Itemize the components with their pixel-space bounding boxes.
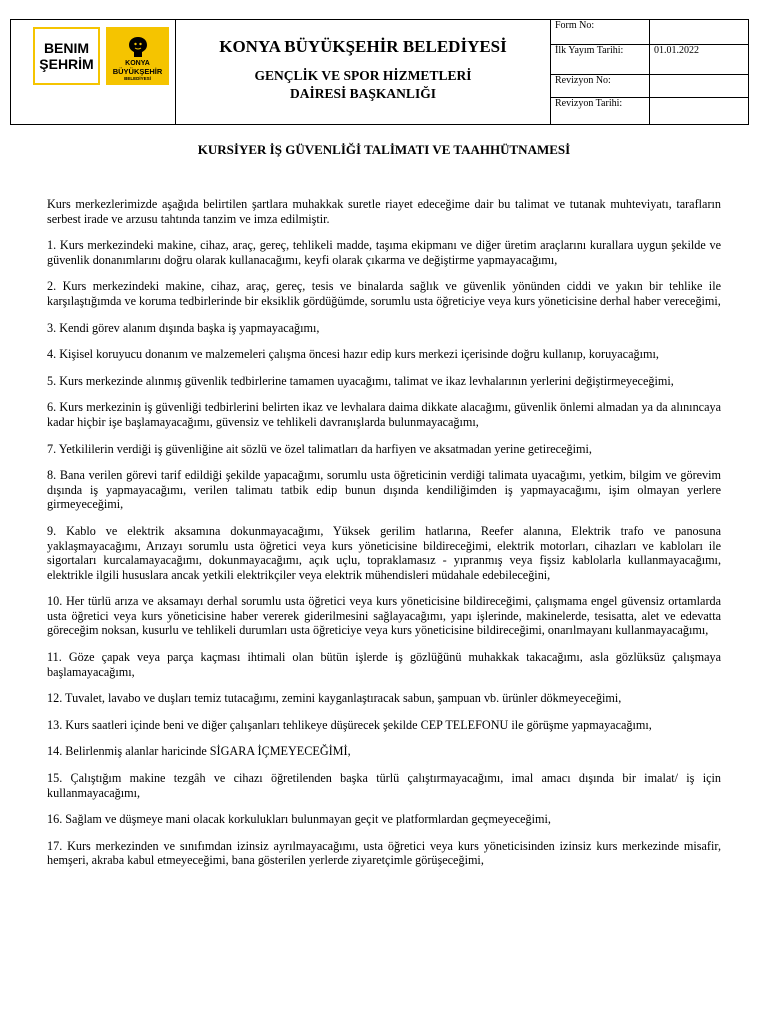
clause-12: 12. Tuvalet, lavabo ve duşları temiz tutacağımı, zemini kayganlaştıracak sabun, şampuan vb. ürünler dökmeyeceğimi, bbox=[47, 691, 622, 706]
clause-3: 3. Kendi görev alanım dışında başka iş yapmayacağımı, bbox=[47, 320, 320, 335]
document-body bbox=[47, 197, 721, 880]
benim-sehrim-logo bbox=[33, 27, 100, 85]
benim-logo-line1: BENIM bbox=[43, 40, 90, 56]
first-publish-date-value: 01.01.2022 bbox=[650, 45, 749, 74]
revision-date-label: Revizyon Tarihi: bbox=[551, 97, 650, 124]
clause-13: 13. Kurs saatleri içinde beni ve diğer çalışanları tehlikeye düşürecek şekilde CEP TELEFONU ile görüşme yapmayacağımı, bbox=[47, 717, 652, 732]
clause-9: 9. Kablo ve elektrik aksamına dokunmayacağımı, Yüksek gerilim hatlarına, Reefer alanına, Elektrik trafo ve panosuna yaklaşmayacağımı, Arızayı sorumlu usta öğretici veya kurs yöneticisine bildireceğimi, elektrik motorları, cihazları ve kabloları ile sigortaları kurcalamayacağımı, dokunmayacağımı, açık uçlu, topraklamasız - yıpranmış veya fişsiz kablolarla kullanmayacağımı, elektrikle ilgili hususlara ancak yetkili elektrikçiler veya elektrik mühendisleri müdahale edebileceğini, bbox=[47, 523, 721, 582]
lion-emblem-icon bbox=[126, 36, 150, 58]
clause-4: 4. Kişisel koruyucu donanım ve malzemeleri çalışma öncesi hazır edip kurs merkezi içerisinde doğru kullanıp, koruyacağımı, bbox=[47, 347, 659, 362]
department-title bbox=[176, 67, 550, 103]
department-title-line1: GENÇLİK VE SPOR HİZMETLERİ bbox=[254, 68, 472, 83]
logo-cell bbox=[11, 20, 176, 125]
revision-date-value bbox=[650, 97, 749, 124]
title-cell bbox=[176, 20, 551, 125]
clause-5: 5. Kurs merkezinde alınmış güvenlik tedbirlerine tamamen uyacağımı, talimat ve ikaz levhalarının yerlerini değiştirmeyeceğimi, bbox=[47, 373, 674, 388]
clause-8: 8. Bana verilen görevi tarif edildiği şekilde yapacağımı, sorumlu usta öğreticinin verdiği talimata uyacağımı, yetkim, bilgim ve görevim dışında iş yapmayacağımı, verilen talimatı tatbik edip bunun dışında kendiliğimden iş yapmayacağımı, işim olmayan yerlere girmeyeceğimi, bbox=[47, 468, 721, 512]
clause-11: 11. Göze çapak veya parça kaçması ihtimali olan bütün işlerde iş gözlüğünü muhakkak takacağımı, asla gözlüksüz çalışmaya başlamayacağımı, bbox=[47, 650, 721, 679]
clause-7: 7. Yetkililerin verdiği iş güvenliğine ait sözlü ve özel talimatları da harfiyen ve aksatmadan yerine getireceğimi, bbox=[47, 441, 592, 456]
konya-buyuksehir-logo bbox=[106, 27, 169, 85]
form-no-label: Form No: bbox=[551, 20, 650, 45]
clause-6: 6. Kurs merkezinin iş güvenliği tedbirlerini belirten ikaz ve levhalara daima dikkate alacağımı, güvenlik önlemi almadan ya da alınıncaya kadar hiçbir işe başlamayacağımı, güvensiz ve tehlikeli davranışlarda bulunmayacağımı, bbox=[47, 400, 721, 429]
clause-16: 16. Sağlam ve düşmeye mani olacak korkulukları bulunmayan geçit ve platformlardan geçmeyeceğimi, bbox=[47, 812, 551, 827]
clause-17: 17. Kurs merkezinden ve sınıfımdan izinsiz ayrılmayacağımı, usta öğretici veya kurs yöneticisinden izinsiz kurs merkezinde misafir, hemşeri, akraba kabul etmeyeceğimi, bana gösterilen yerlerde ziyaretçimle görüşeceğimi, bbox=[47, 838, 721, 868]
form-no-value bbox=[650, 20, 749, 45]
document-header bbox=[10, 19, 749, 125]
document-title: KURSİYER İŞ GÜVENLİĞİ TALİMATI VE TAAHHÜTNAMESİ bbox=[197, 142, 571, 157]
organization-title: KONYA BÜYÜKŞEHİR BELEDİYESİ bbox=[219, 37, 507, 56]
first-publish-date-label: İlk Yayım Tarihi: bbox=[551, 45, 650, 74]
clause-10: 10. Her türlü arıza ve aksamayı derhal sorumlu usta öğretici veya kurs yöneticisine bildireceğimi, çalışmama engel güvensiz ortamlarda usta öğretici veya kurs yöneticisine haber vererek giderilmesini sağlayacağımı, yapı işlerinde, makinelerde, tesisatta, alet ve edevatta göreceğim noksan, kusurlu ve tehlikeli durumları usta öğreticiye veya kurs yöneticisine bildireceğimi, onarılmayanı kullanmayacağımı, bbox=[47, 594, 721, 638]
clause-14: 14. Belirlenmiş alanlar haricinde SİGARA İÇMEYECEĞİMİ, bbox=[47, 744, 351, 759]
clause-1: 1. Kurs merkezindeki makine, cihaz, araç, gereç, tehlikeli madde, taşıma ekipmanı ve diğer üretim araçlarını kurallara uygun şekilde ve güvenlik donanımlarını doğru olarak kullanacağımı, keyfi olarak çıkarma ve değiştirme yapmayacağımı, bbox=[47, 238, 721, 267]
revision-no-value bbox=[650, 74, 749, 97]
revision-no-label: Revizyon No: bbox=[551, 74, 650, 97]
department-title-line2: DAİRESİ BAŞKANLIĞI bbox=[290, 86, 436, 101]
clause-2: 2. Kurs merkezindeki makine, cihaz, araç, gereç, tesis ve binalarda sağlık ve güvenlik yönünden ciddi ve yakın bir tehlike ile karşılaştığımda ve koruma tedbirlerinde bir eksiklik gördüğümde, sorumlu usta öğreticiye veya kurs yöneticisine derhal haber vereceğimi, bbox=[47, 279, 721, 308]
konya-logo-line1: KONYA bbox=[125, 60, 150, 67]
konya-logo-line2: BÜYÜKŞEHİR bbox=[112, 67, 163, 76]
benim-logo-line2: ŞEHRİM bbox=[39, 56, 94, 72]
konya-logo-line3: BELEDİYESİ bbox=[124, 76, 151, 81]
intro-paragraph: Kurs merkezlerimizde aşağıda belirtilen şartlara muhakkak suretle riayet edeceğime dair bu talimat ve tutanak muhteviyatı, tarafların serbest irade ve arzusu tahtında tanzim ve imza edilmiştir. bbox=[47, 197, 721, 226]
clause-15: 15. Çalıştığım makine tezgâh ve cihazı öğretilenden başka türlü çalıştırmayacağımı, imal amacı dışında bir imalat/ iş için kullanmayacağımı, bbox=[47, 771, 721, 800]
